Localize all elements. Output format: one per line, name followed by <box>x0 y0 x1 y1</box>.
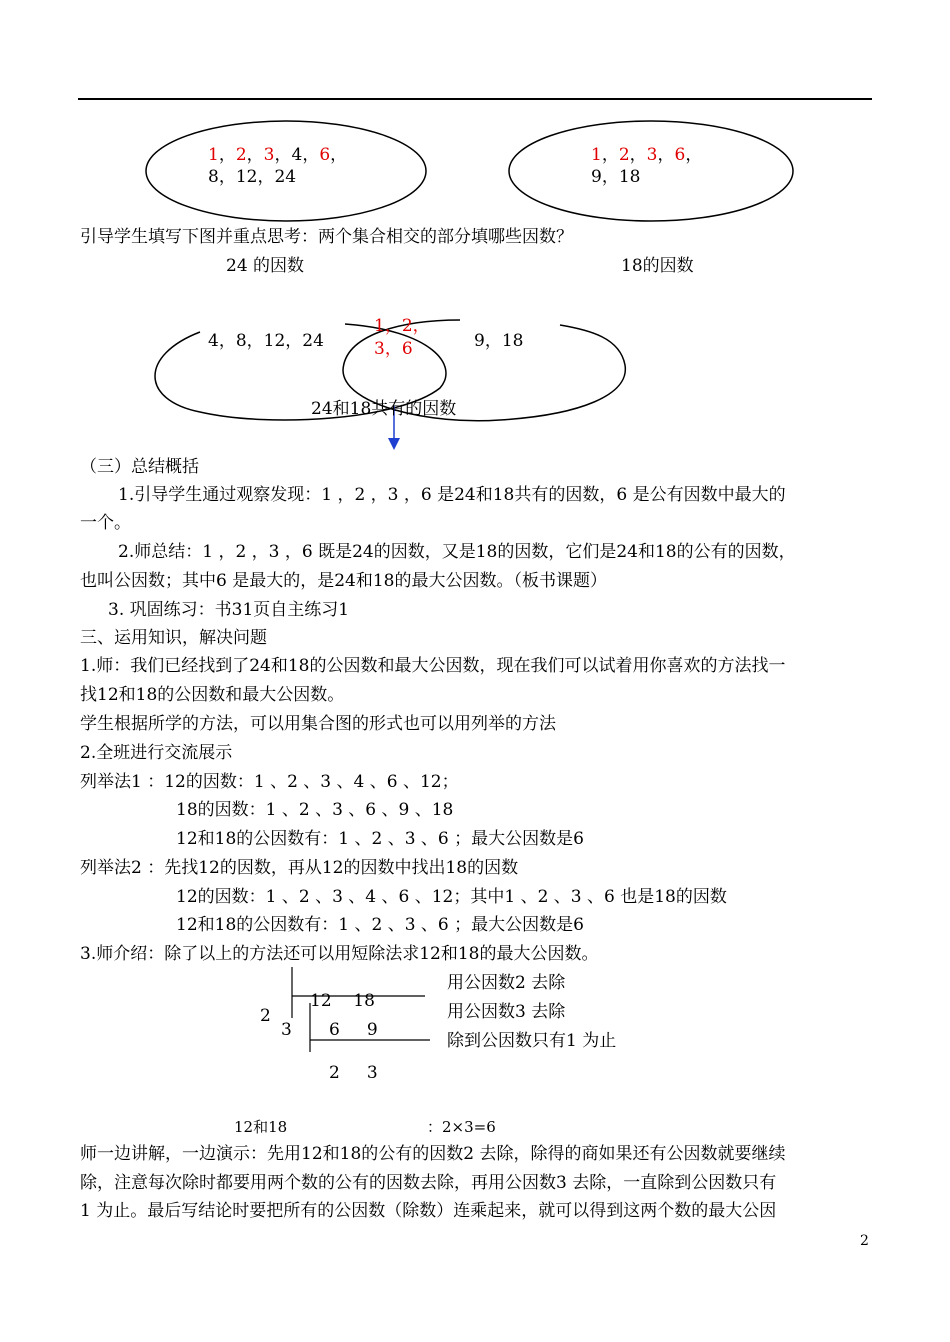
venn-top-left-red-2: 2 <box>235 145 247 165</box>
division-divisor-1: 2 <box>260 1006 271 1026</box>
intro-line: 引导学生填写下图并重点思考：两个集合相交的部分填哪些因数？ <box>80 227 573 247</box>
venn-top-left-red-6: 6 <box>319 145 331 165</box>
method1-line1: 列举法1 ：12的因数：1 、2 、3 、4 、6 、12； <box>80 772 459 792</box>
venn-top-right-red-6: 6 <box>674 145 686 165</box>
venn2-label-left: 24 的因数 <box>226 256 305 276</box>
venn-top-right-ellipse <box>509 121 793 221</box>
venn-top-left-row1: 1，2，3，4，6， <box>208 145 348 165</box>
venn-top-right-row2: 9，18 <box>591 167 641 187</box>
summary-p2-line1: 2.师总结：1 ，2 ，3 ，6 既是24的因数，又是18的因数，它们是24和18的公有的因数， <box>118 542 796 562</box>
venn-top-right-red-1: 1 <box>591 145 602 165</box>
venn-top-right-red-3: 3 <box>646 145 658 165</box>
summary-p1-line2: 一个。 <box>80 513 131 533</box>
method1-line2: 18的因数：1 、2 、3 、6 、9 、18 <box>176 800 454 820</box>
division-note-1: 用公因数2 去除 <box>447 973 566 993</box>
venn-top-right-red-2: 2 <box>618 145 630 165</box>
venn2-arrow-head <box>388 438 400 450</box>
division-note-2: 用公因数3 去除 <box>447 1002 566 1022</box>
venn-top-left-red-3: 3 <box>263 145 275 165</box>
section-title: 三、运用知识，解决问题 <box>80 628 267 648</box>
summary-p2-line2: 也叫公因数；其中6 是最大的，是24和18的最大公因数。（板书课题） <box>80 571 607 591</box>
q3-line: 3.师介绍：除了以上的方法还可以用短除法求12和18的最大公因数。 <box>80 944 599 964</box>
summary-p3: 3. 巩固练习：书31页自主练习1 <box>108 600 350 620</box>
venn-top-left-red-1: 1 <box>208 145 219 165</box>
explain-line1: 师一边讲解，一边演示：先用12和18的公有的因数2 去除，除得的商如果还有公因数就要继续 <box>80 1144 786 1164</box>
section3-title: （三）总结概括 <box>80 457 199 477</box>
venn2-label-right: 18的因数 <box>621 256 694 276</box>
division-row3: 2 3 <box>329 1063 378 1083</box>
venn-top-left-black-4: 4 <box>291 145 303 165</box>
method2-line2: 12的因数：1 、2 、3 、4 、6 、12；其中1 、2 、3 、6 也是18的因数 <box>176 887 727 907</box>
venn2-bottom-label: 24和18共有的因数 <box>311 399 457 419</box>
division-note-3: 除到公因数只有1 为止 <box>447 1031 617 1051</box>
q2-line: 2.全班进行交流展示 <box>80 743 233 763</box>
q1-line1: 1.师：我们已经找到了24和18的公因数和最大公因数，现在我们可以试着用你喜欢的方法找一 <box>80 656 786 676</box>
page-number: 2 <box>860 1233 869 1249</box>
division-divisor-2: 3 <box>281 1020 292 1040</box>
division-result-left: 12和18 <box>234 1118 288 1136</box>
q1-line3: 学生根据所学的方法，可以用集合图的形式也可以用列举的方法 <box>80 714 556 734</box>
method2-line1: 列举法2 ：先找12的因数，再从12的因数中找出18的因数 <box>80 858 519 878</box>
venn-top-left-row2: 8，12，24 <box>208 167 297 187</box>
division-row2: 6 9 <box>329 1020 378 1040</box>
division-result-right: ：2×3=6 <box>427 1118 496 1136</box>
summary-p1-line1: 1.引导学生通过观察发现：1 ，2 ，3 ，6 是24和18共有的因数，6 是公有因数中最大的 <box>118 485 786 505</box>
explain-line2: 除，注意每次除时都要用两个数的公有的因数去除，再用公因数3 去除，一直除到公因数只有 <box>80 1173 777 1193</box>
venn2-left-items: 4，8，12，24 <box>208 331 324 351</box>
venn2-middle-row2: 3，6 <box>374 339 413 359</box>
division-row1: 12 18 <box>310 991 375 1011</box>
explain-line3: 1 为止。最后写结论时要把所有的公因数（除数）连乘起来，就可以得到这两个数的最大公因 <box>80 1201 777 1221</box>
venn-top-right-row1: 1，2，3，6， <box>591 145 703 165</box>
method1-line3: 12和18的公因数有：1 、2 、3 、6 ；最大公因数是6 <box>176 829 584 849</box>
venn2-right-items: 9，18 <box>474 331 524 351</box>
venn2-middle-row1: 1，2， <box>374 316 430 336</box>
q1-line2: 找12和18的公因数和最大公因数。 <box>80 685 345 705</box>
method2-line3: 12和18的公因数有：1 、2 、3 、6 ；最大公因数是6 <box>176 915 584 935</box>
